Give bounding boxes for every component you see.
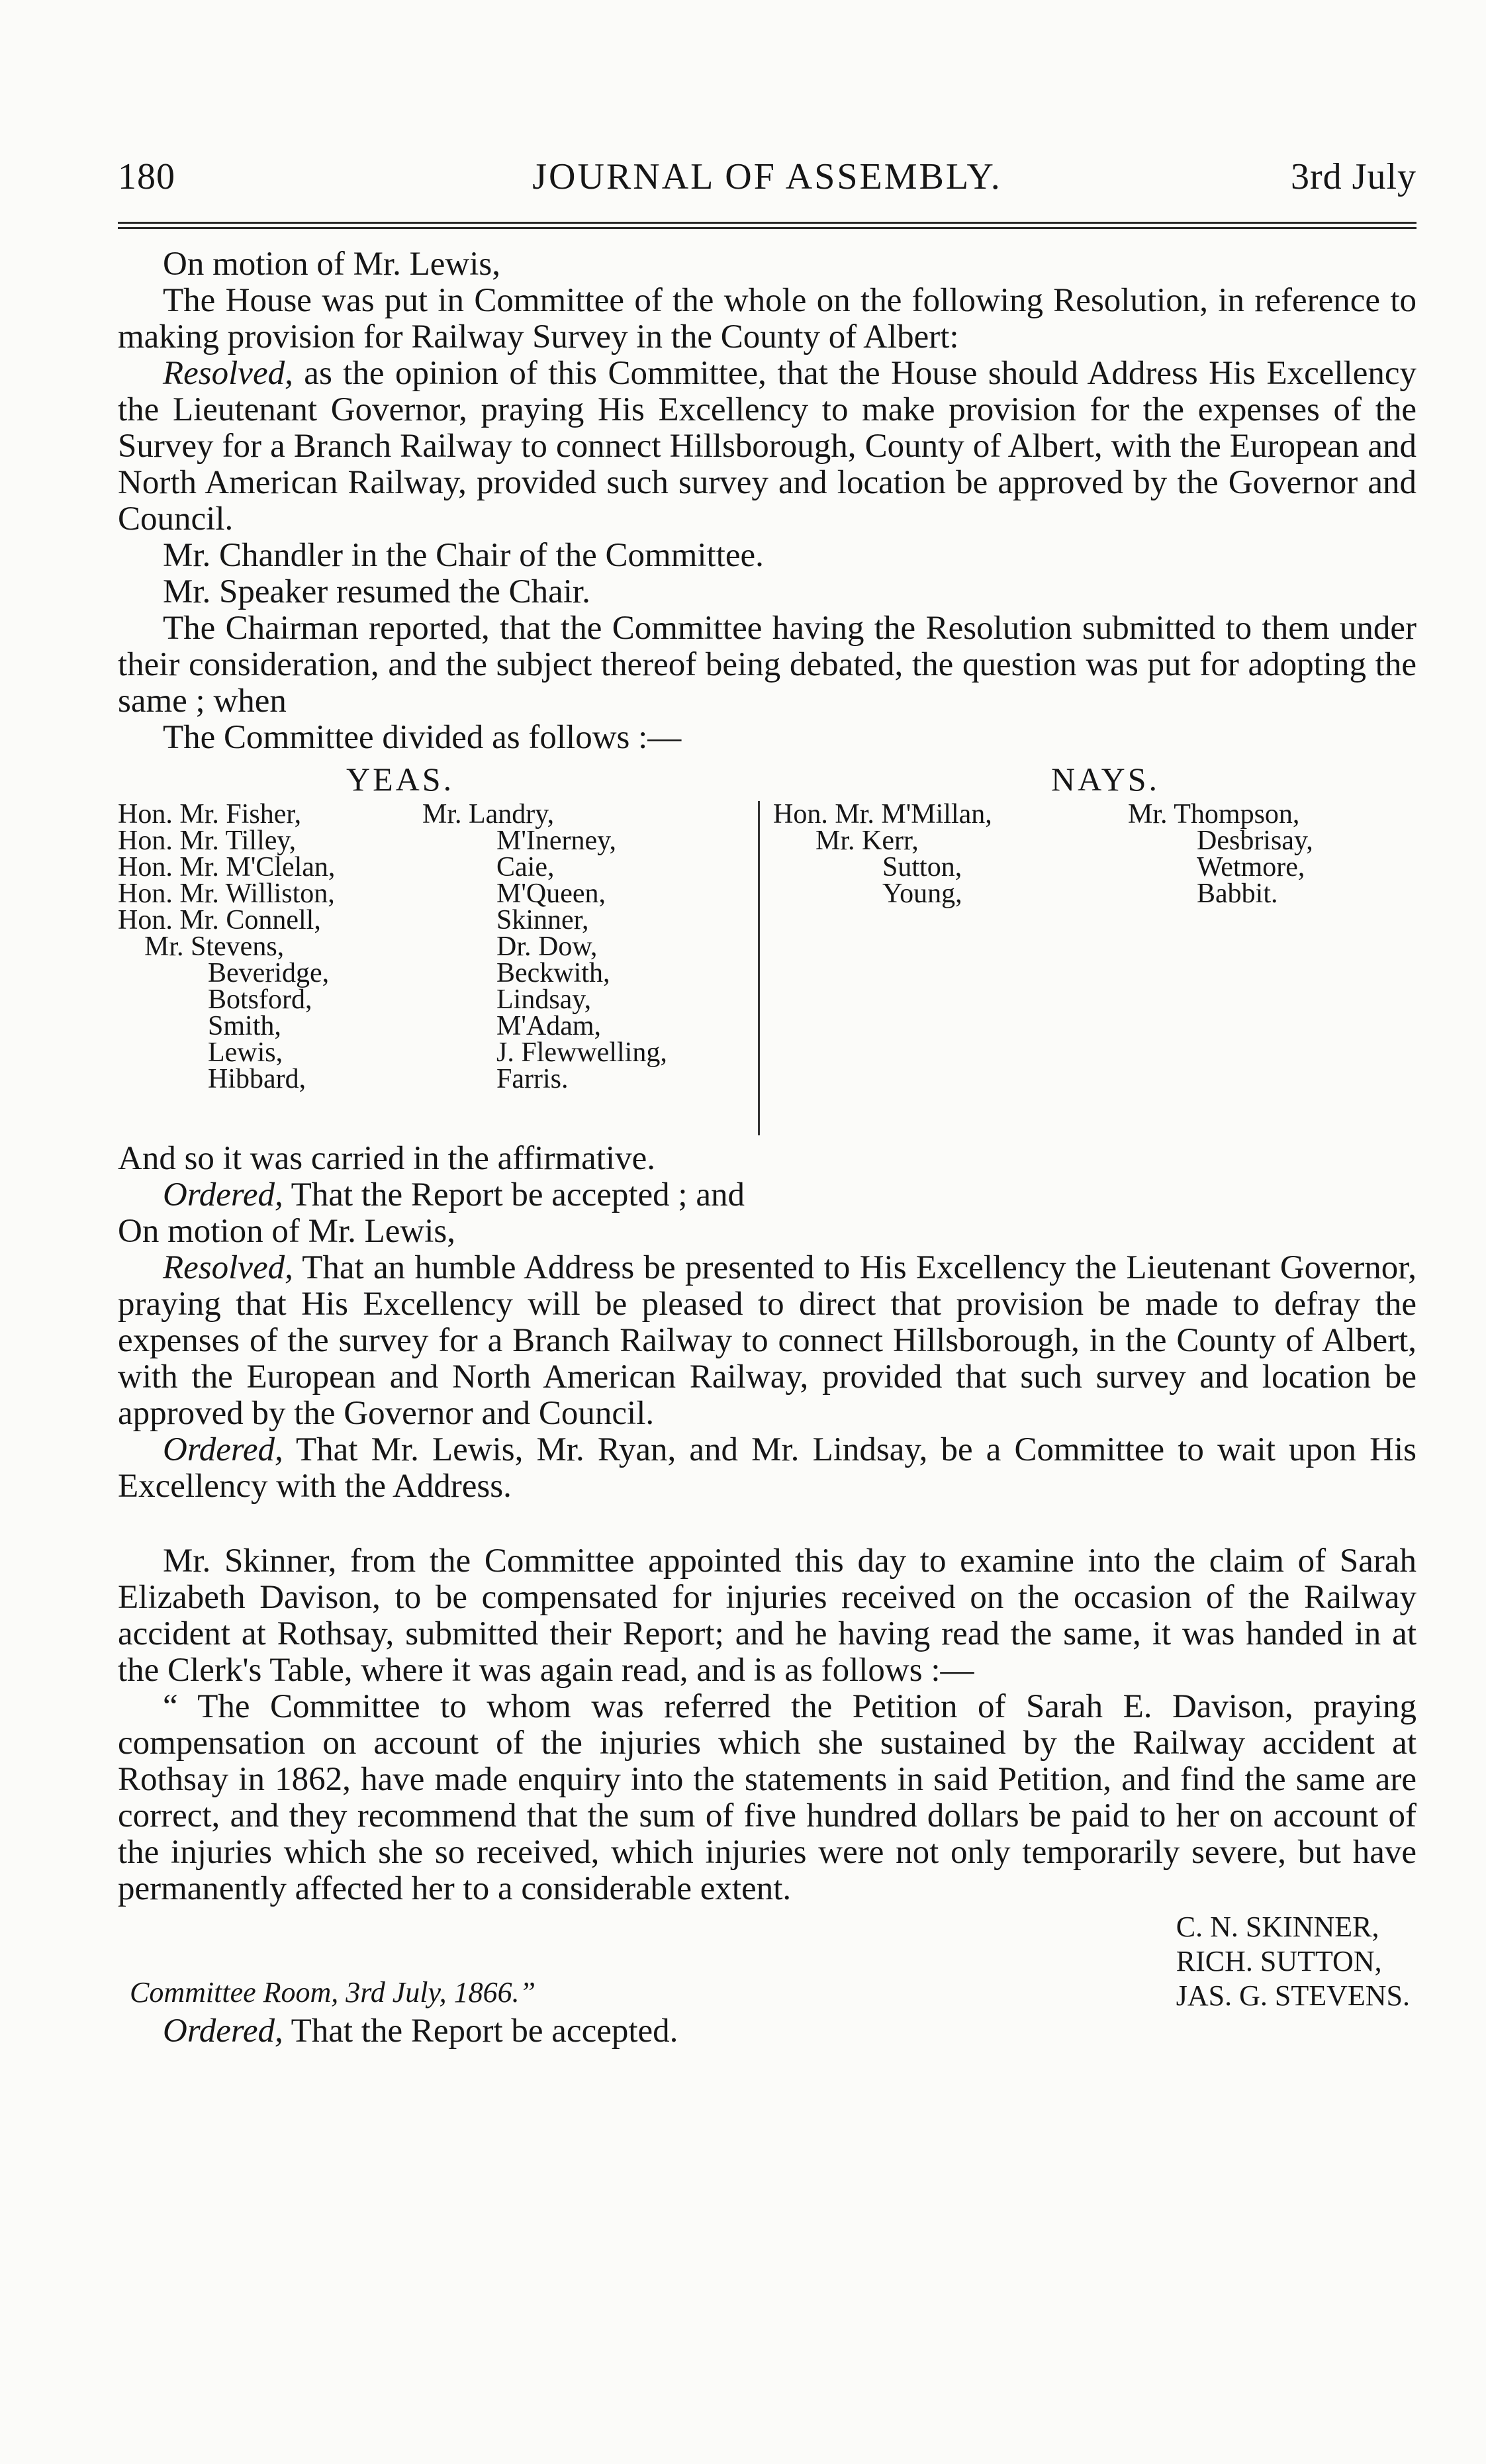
ordered-label: Ordered, bbox=[163, 1431, 283, 1468]
signatory-name: JAS. G. STEVENS. bbox=[1176, 1979, 1410, 2012]
resolution-paragraph bbox=[118, 355, 1416, 538]
speaker-paragraph: Mr. Speaker resumed the Chair. bbox=[163, 573, 590, 610]
vote-name: Beckwith, bbox=[496, 958, 610, 988]
vote-name: Lewis, bbox=[208, 1037, 283, 1068]
vote-name: Hibbard, bbox=[208, 1064, 306, 1094]
committee-paragraph: The House was put in Committee of the whole on the following Resolution, in reference to making provision for Railway Survey in the County of Albert: bbox=[118, 282, 1416, 355]
chairman-report-paragraph: The Chairman reported, that the Committee having the Resolution submitted to them under their consideration, and the subject thereof being debated, the question was put for adopting the same ; when bbox=[118, 610, 1416, 720]
header-rule-top bbox=[118, 222, 1416, 224]
vote-name: M'Adam, bbox=[496, 1011, 602, 1041]
vote-name: M'Queen, bbox=[496, 878, 606, 909]
vote-divider bbox=[758, 801, 760, 1135]
carried-paragraph: And so it was carried in the affirmative. bbox=[118, 1140, 655, 1177]
resolution-text: as the opinion of this Committee, that the House should Address His Excellency the Lieutenant Governor, praying His Excellency to make provision for the expenses of the Survey for a Branch Railway to connect Hillsborough, County of Albert, with the European and North American Railway, provided such survey and location be approved by the Governor and Council. bbox=[118, 355, 1416, 538]
signatory-name: RICH. SUTTON, bbox=[1176, 1945, 1382, 1977]
vote-name: M'Inerney, bbox=[496, 826, 616, 856]
vote-name: Young, bbox=[882, 878, 962, 909]
resolved-label: Resolved, bbox=[163, 1249, 293, 1286]
address-resolution-paragraph bbox=[118, 1250, 1416, 1432]
final-ordered-text: That the Report be accepted. bbox=[283, 2013, 678, 2050]
vote-name: Hon. Mr. Connell, bbox=[118, 905, 321, 935]
committee-appointment-text: That Mr. Lewis, Mr. Ryan, and Mr. Lindsay, be a Committee to wait upon His Excellency with the Address. bbox=[118, 1431, 1416, 1505]
yeas-heading: YEAS. bbox=[346, 761, 455, 798]
page-number: 180 bbox=[118, 156, 175, 197]
yeas-column-1 bbox=[118, 801, 335, 1092]
yeas-column-2 bbox=[422, 801, 667, 1092]
vote-name: Mr. Kerr, bbox=[815, 826, 919, 856]
ordered-label: Ordered, bbox=[163, 2013, 283, 2050]
vote-name: Wetmore, bbox=[1197, 852, 1305, 882]
vote-name: Hon. Mr. Tilley, bbox=[118, 826, 297, 856]
header-date: 3rd July bbox=[1291, 156, 1416, 197]
vote-name: Mr. Stevens, bbox=[144, 931, 285, 962]
vote-name: Sutton, bbox=[882, 852, 962, 882]
address-resolution-text: That an humble Address be presented to His Excellency the Lieutenant Governor, praying that His Excellency will be pleased to direct that provision be made to defray the expenses of the survey for a Branch Railway to connect Hillsborough, in the County of Albert, with the European and North American Railway, provided that such survey and location be approved by the Governor and Council. bbox=[118, 1249, 1416, 1432]
petition-report-paragraph: “ The Committee to whom was referred the Petition of Sarah E. Davison, praying compensation on account of the injuries which she sustained by the Railway accident at Rothsay in 1862, have made enquiry into the statements in said Petition, and find the same are correct, and they recommend that the sum of five hundred dollars be paid to her on account of the injuries which she so received, which injuries were not only temporarily severe, but have permanently affected her to a considerable extent. bbox=[118, 1688, 1416, 1907]
vote-name: Skinner, bbox=[496, 905, 589, 935]
vote-name: Hon. Mr. Williston, bbox=[118, 878, 335, 909]
signatory-names bbox=[1176, 1910, 1410, 2013]
ordered-paragraph bbox=[118, 1177, 1416, 1213]
division-paragraph: The Committee divided as follows :— bbox=[163, 719, 682, 756]
vote-name: Desbrisay, bbox=[1197, 826, 1313, 856]
page-header bbox=[118, 156, 1416, 209]
journal-title: JOURNAL OF ASSEMBLY. bbox=[532, 156, 1002, 197]
vote-name: Hon. Mr. M'Clelan, bbox=[118, 852, 336, 882]
motion-paragraph-2: On motion of Mr. Lewis, bbox=[118, 1213, 455, 1250]
vote-name: Smith, bbox=[208, 1011, 281, 1041]
resolved-label: Resolved, bbox=[163, 355, 293, 392]
vote-name: Mr. Thompson, bbox=[1128, 799, 1300, 829]
vote-name: Caie, bbox=[496, 852, 555, 882]
chair-paragraph: Mr. Chandler in the Chair of the Committee. bbox=[163, 537, 764, 574]
committee-room-line: Committee Room, 3rd July, 1866.” bbox=[130, 1976, 536, 2009]
vote-name: Dr. Dow, bbox=[496, 931, 598, 962]
signature-block bbox=[118, 1907, 1416, 2013]
motion-paragraph: On motion of Mr. Lewis, bbox=[163, 246, 500, 283]
vote-name: Babbit. bbox=[1197, 878, 1278, 909]
vote-name: Lindsay, bbox=[496, 984, 592, 1015]
ordered-label: Ordered, bbox=[163, 1176, 283, 1213]
vote-name: Farris. bbox=[496, 1064, 569, 1094]
vote-name: J. Flewwelling, bbox=[496, 1037, 667, 1068]
nays-column-1 bbox=[773, 801, 992, 907]
vote-name: Hon. Mr. M'Millan, bbox=[773, 799, 992, 829]
vote-name: Botsford, bbox=[208, 984, 312, 1015]
vote-name: Mr. Landry, bbox=[422, 799, 555, 829]
final-ordered-paragraph bbox=[118, 2013, 1416, 2050]
nays-heading: NAYS. bbox=[1051, 761, 1160, 798]
page-body bbox=[118, 246, 1416, 2050]
vote-name: Beveridge, bbox=[208, 958, 330, 988]
skinner-report-paragraph: Mr. Skinner, from the Committee appointed this day to examine into the claim of Sarah Elizabeth Davison, to be compensated for injuries received on the occasion of the Railway accident at Rothsay, submitted their Report; and he having read the same, it was handed in at the Clerk's Table, where it was again read, and is as follows :— bbox=[118, 1542, 1416, 1689]
ordered-text: That the Report be accepted ; and bbox=[283, 1176, 745, 1213]
nays-column-2 bbox=[1128, 801, 1313, 907]
vote-division bbox=[118, 760, 1416, 1141]
header-rule-bottom bbox=[118, 227, 1416, 229]
vote-name: Hon. Mr. Fisher, bbox=[118, 799, 302, 829]
committee-appointment-paragraph bbox=[118, 1432, 1416, 1505]
signatory-name: C. N. SKINNER, bbox=[1176, 1911, 1379, 1943]
